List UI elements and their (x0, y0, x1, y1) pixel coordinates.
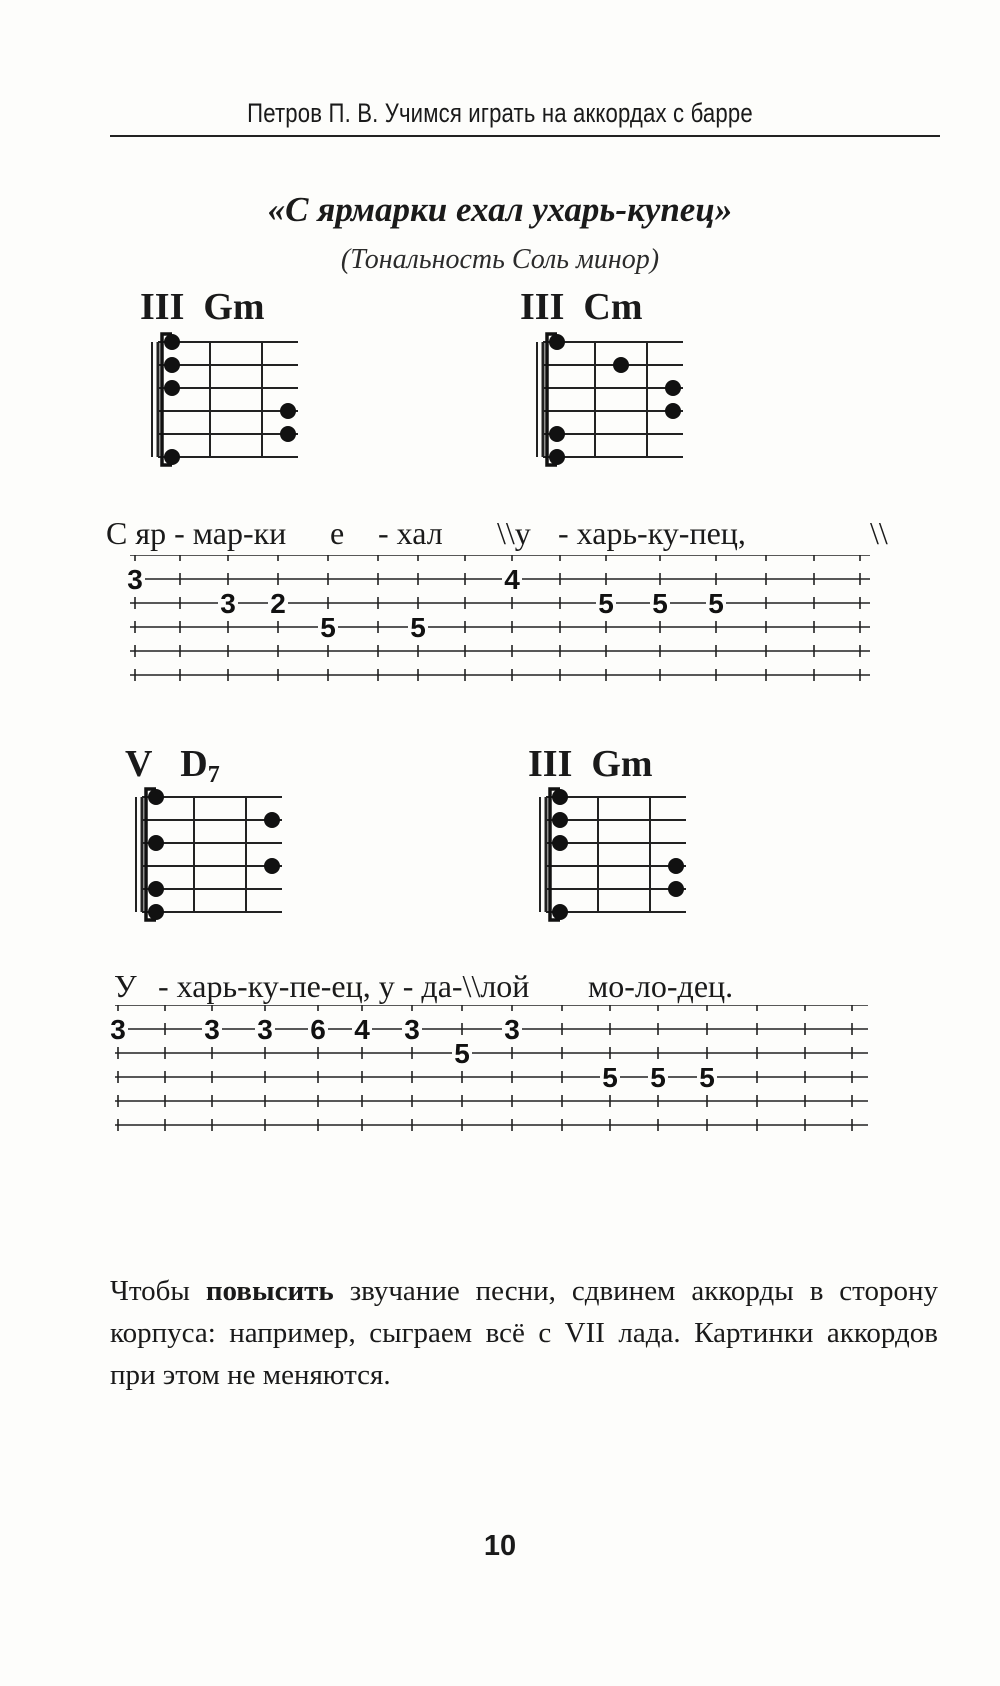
tab-fret-number: 6 (310, 1014, 326, 1045)
lyric-syllable: е (330, 515, 345, 551)
finger-dot (164, 449, 180, 465)
tab-fret-number: 5 (602, 1062, 618, 1093)
chord-label-gm-1: III Gm (140, 286, 265, 328)
tab-fret-number: 3 (404, 1014, 420, 1045)
key-subtitle: (Тональность Соль минор) (340, 244, 660, 275)
finger-dot (280, 403, 296, 419)
finger-dot (552, 789, 568, 805)
lyric-syllable: С яр - мар-ки (106, 515, 287, 551)
running-header: Петров П. В. Учимся играть на аккордах с барре (247, 98, 753, 128)
chord-diagram-gm-1 (128, 328, 298, 478)
finger-dot (148, 789, 164, 805)
finger-dot (148, 881, 164, 897)
tab-staff-line-1 (0, 555, 1000, 695)
tab-fret-number: 3 (257, 1014, 273, 1045)
chord-label-d7: V $D_7$ (125, 743, 220, 788)
lyric-syllable: \\ (870, 515, 888, 551)
lyric-syllable: \\у (497, 515, 531, 551)
tab-fret-number: 5 (320, 612, 336, 643)
finger-dot (264, 858, 280, 874)
header-rule (110, 135, 940, 137)
barre-bracket (550, 789, 560, 920)
tab-fret-number: 3 (204, 1014, 220, 1045)
tab-fret-number: 5 (410, 612, 426, 643)
barre-bracket (146, 789, 156, 920)
emphasis-word: повысить (205, 1275, 334, 1307)
tab-fret-number: 4 (504, 564, 520, 595)
tab-fret-number: 5 (598, 588, 614, 619)
lyric-syllable: мо-ло-дец. (588, 968, 734, 1004)
finger-dot (665, 380, 681, 396)
lyric-syllable: - харь-ку-пе-ец, у - да-\\лой (158, 968, 530, 1004)
tab-fret-number: 5 (652, 588, 668, 619)
barre-bracket (162, 334, 172, 465)
finger-dot (552, 904, 568, 920)
tab-fret-number: 4 (354, 1014, 370, 1045)
finger-dot (549, 334, 565, 350)
chord-diagram-gm-2 (516, 783, 686, 933)
finger-dot (148, 835, 164, 851)
tab-fret-number: 5 (699, 1062, 715, 1093)
finger-dot (164, 357, 180, 373)
finger-dot (549, 426, 565, 442)
finger-dot (668, 881, 684, 897)
body-paragraph: Чтобы повысить звучание песни, сдвинем аккорды в сторону корпуса: например, сыграем всё с VII лада. Картинки аккордов при этом не меняются. (110, 1275, 938, 1391)
lyric-syllable: - хал (378, 515, 443, 551)
tab-staff-line-2 (0, 1005, 1000, 1145)
barre-bracket (547, 334, 557, 465)
tab-fret-number: 5 (454, 1038, 470, 1069)
finger-dot (549, 449, 565, 465)
tab-fret-number: 5 (708, 588, 724, 619)
lyric-syllable: - харь-ку-пец, (558, 515, 746, 551)
tab-fret-number: 3 (110, 1014, 126, 1045)
finger-dot (148, 904, 164, 920)
finger-dot (665, 403, 681, 419)
finger-dot (668, 858, 684, 874)
finger-dot (552, 835, 568, 851)
finger-dot (280, 426, 296, 442)
chord-label-gm-2: III Gm (528, 743, 653, 785)
finger-dot (552, 812, 568, 828)
tab-fret-number: 3 (220, 588, 236, 619)
lyric-syllable: У (114, 968, 137, 1004)
chord-diagram-d7 (112, 783, 282, 933)
chord-label-cm: III Cm (520, 286, 643, 328)
tab-fret-number: 3 (504, 1014, 520, 1045)
chord-diagram-cm (513, 328, 683, 478)
finger-dot (613, 357, 629, 373)
finger-dot (264, 812, 280, 828)
song-title: «С ярмарки ехал ухарь-купец» (267, 190, 733, 229)
finger-dot (164, 380, 180, 396)
tab-fret-number: 5 (650, 1062, 666, 1093)
tab-fret-number: 3 (127, 564, 143, 595)
tab-fret-number: 2 (270, 588, 286, 619)
page-number: 10 (483, 1530, 517, 1562)
finger-dot (164, 334, 180, 350)
